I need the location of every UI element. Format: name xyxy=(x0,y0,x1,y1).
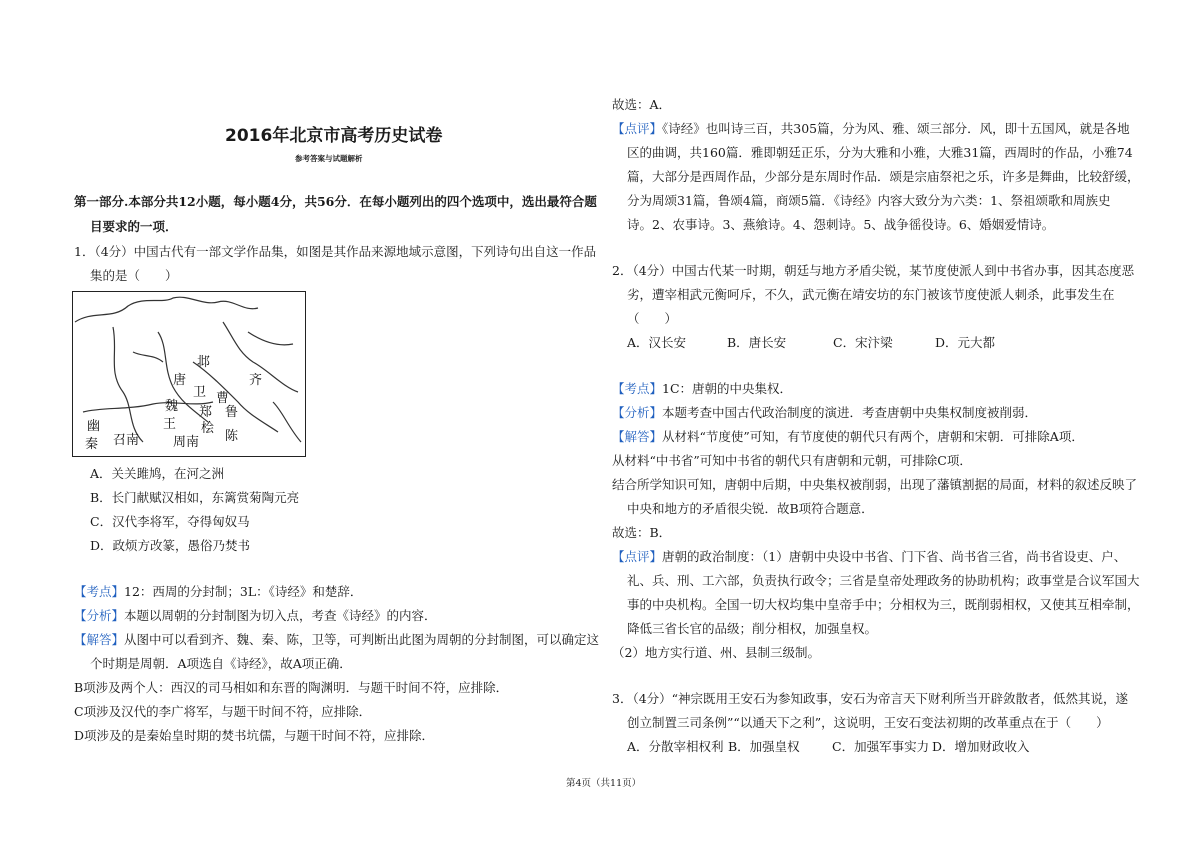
map-label-chen: 陈 xyxy=(225,429,239,444)
q1-option-b-analysis: B项涉及两个人：西汉的司马相如和东晋的陶渊明．与题干时间不符，应排除． xyxy=(74,680,509,695)
map-label-cao: 曹 xyxy=(216,391,230,406)
section-instruction-line2: 目要求的一项． xyxy=(90,219,178,234)
map-label-wei: 魏 xyxy=(165,399,179,414)
q1-jieda-line1 xyxy=(74,631,599,649)
map-label-you: 幽 xyxy=(87,419,101,434)
q1-jieda-text1: 从图中可以看到齐、魏、秦、陈，卫等，可判断出此图为周朝的分封制图，可以确定这 xyxy=(124,632,600,647)
q2-option-a: A．汉长安 xyxy=(627,335,687,350)
q2-dianping-line2: 礼、兵、刑、工六部，负责执行政令；三省是皇帝处理政务的协助机构；政事堂是合议军国大 xyxy=(627,573,1140,588)
kaodian-tag: 【考点】 xyxy=(74,584,125,599)
q2-dianping-line4: 降低三省长官的品级；削分相权，加强皇权。 xyxy=(627,621,878,636)
page-number-footer: 第4页（共11页） xyxy=(566,778,642,789)
q2-fenxi-text: 本题考查中国古代政治制度的演进．考查唐朝中央集权制度被削弱． xyxy=(662,405,1038,420)
map-label-kuai: 桧 xyxy=(201,421,215,436)
q2-jieda-line2: 从材料“中书省”可知中书省的朝代只有唐朝和元朝，可排除C项． xyxy=(612,453,972,468)
map-label-zheng: 郑 xyxy=(199,405,213,420)
q1-stem-line2: 集的是（ ） xyxy=(90,268,178,283)
q1-option-d-analysis: D项涉及的是秦始皇时期的焚书坑儒，与题干时间不符，应排除． xyxy=(74,728,435,743)
map-drawing xyxy=(73,292,305,456)
q2-kaodian-text: 1C：唐朝的中央集权． xyxy=(662,381,793,396)
q2-stem-line1: 2．（4分）中国古代某一时期，朝廷与地方矛盾尖锐，某节度使派人到中书省办事，因其态度恶 xyxy=(612,263,1135,278)
q2-option-d: D．元大都 xyxy=(935,335,996,350)
dianping-tag: 【点评】 xyxy=(612,549,663,564)
q3-option-a: A．分散宰相权利 xyxy=(627,739,724,754)
q2-jieda-text1: 从材料“节度使”可知，有节度使的朝代只有两个，唐朝和宋朝．可排除A项． xyxy=(662,429,1084,444)
jieda-tag: 【解答】 xyxy=(612,429,663,444)
q1-option-d: D．政烦方改篆，愚俗乃焚书 xyxy=(90,538,251,553)
q1-jieda-line2: 个时期是周朝．A项选自《诗经》，故A项正确． xyxy=(90,656,352,671)
q2-answer: 故选：B． xyxy=(612,525,672,540)
q1-dianping-line4: 分为周颂31篇，鲁颂4篇，商颂5篇．《诗经》内容大致分为六类：1、祭祖颂歌和周族史 xyxy=(627,193,1111,208)
q1-fenxi xyxy=(74,607,437,625)
q2-dianping-line3: 事的中央机构。全国一切大权均集中皇帝手中；分相权为三，既削弱相权，又使其互相牵制， xyxy=(627,597,1140,612)
q2-jieda-line4: 中央和地方的矛盾很尖锐．故B项符合题意． xyxy=(627,501,874,516)
fenxi-tag: 【分析】 xyxy=(612,405,663,420)
q1-option-a: A．关关雎鸠，在河之洲 xyxy=(90,466,225,481)
map-label-lu: 鲁 xyxy=(225,405,239,420)
q2-jieda-line3: 结合所学知识可知，唐朝中后期，中央集权被削弱，出现了藩镇割据的局面，材料的叙述反映了 xyxy=(612,477,1138,492)
q2-stem-line3: （ ） xyxy=(627,311,678,326)
jieda-tag: 【解答】 xyxy=(74,632,125,647)
q3-option-d: D．增加财政收入 xyxy=(932,739,1030,754)
map-label-qi: 齐 xyxy=(249,373,263,388)
q1-answer: 故选：A． xyxy=(612,97,672,112)
q3-option-c: C．加强军事实力 xyxy=(832,739,930,754)
q2-dianping-text1: 唐朝的政治制度：（1）唐朝中央设中书省、门下省、尚书省三省，尚书省设吏、户、 xyxy=(662,549,1127,564)
map-figure xyxy=(72,291,306,457)
q2-kaodian xyxy=(612,380,792,398)
q2-dianping-line5: （2）地方实行道、州、县制三级制。 xyxy=(612,645,820,660)
q2-jieda-line1 xyxy=(612,428,1084,446)
q1-option-c: C．汉代李将军，夺得匈奴马 xyxy=(90,514,250,529)
q2-dianping-line1 xyxy=(612,548,1126,566)
map-label-wang: 王 xyxy=(163,417,177,432)
page-subtitle: 参考答案与试题解析 xyxy=(295,154,363,163)
map-label-bei: 邶 xyxy=(197,355,211,370)
q2-stem-line2: 劣，遭宰相武元衡呵斥，不久，武元衡在靖安坊的东门被该节度使派人刺杀，此事发生在 xyxy=(627,287,1115,302)
q3-stem-line1: 3．（4分）“神宗既用王安石为参知政事，安石为帝言天下财利所当开辟敛散者，低然其说，遂 xyxy=(612,691,1129,706)
q1-dianping-line3: 篇，大部分是西周作品，少部分是东周时作品．颂是宗庙祭祀之乐，许多是舞曲，比较舒缓， xyxy=(627,169,1140,184)
q2-option-c: C．宋汴梁 xyxy=(833,335,893,350)
q1-dianping-text1: 《诗经》也叫诗三百，共305篇，分为风、雅、颂三部分．风，即十五国风，就是各地 xyxy=(662,121,1130,136)
map-label-zhounan: 周南 xyxy=(173,435,200,450)
q1-kaodian-text: 12：西周的分封制；3L：《诗经》和楚辞． xyxy=(124,584,363,599)
q3-option-b: B．加强皇权 xyxy=(728,739,800,754)
map-label-tang: 唐 xyxy=(173,373,187,388)
fenxi-tag: 【分析】 xyxy=(74,608,125,623)
page-title: 2016年北京市高考历史试卷 xyxy=(225,126,443,146)
section-instruction-line1: 第一部分.本部分共12小题，每小题4分，共56分．在每小题列出的四个选项中，选出最符合题 xyxy=(74,194,597,209)
q1-dianping-line2: 区的曲调，共160篇．雅即朝廷正乐，分为大雅和小雅，大雅31篇，西周时的作品，小雅74 xyxy=(627,145,1133,160)
dianping-tag: 【点评】 xyxy=(612,121,663,136)
q1-fenxi-text: 本题以周朝的分封制图为切入点，考查《诗经》的内容． xyxy=(124,608,437,623)
q1-option-c-analysis: C项涉及汉代的李广将军，与题干时间不符，应排除． xyxy=(74,704,372,719)
map-label-wei-state: 卫 xyxy=(193,385,207,400)
q2-fenxi xyxy=(612,404,1037,422)
map-label-qin: 秦 xyxy=(85,437,99,452)
map-label-shaonan: 召南 xyxy=(113,433,140,448)
kaodian-tag: 【考点】 xyxy=(612,381,663,396)
q2-option-b: B．唐长安 xyxy=(727,335,787,350)
q1-dianping-line1 xyxy=(612,120,1130,138)
q3-stem-line2: 创立制置三司条例”“以通天下之利”，这说明，王安石变法初期的改革重点在于（ ） xyxy=(627,715,1109,730)
q1-stem-line1: 1．（4分）中国古代有一部文学作品集，如图是其作品来源地域示意图，下列诗句出自这一作品 xyxy=(74,244,597,259)
q1-dianping-line5: 诗。2、农事诗。3、燕飨诗。4、怨刺诗。5、战争徭役诗。6、婚姻爱情诗。 xyxy=(627,217,1055,232)
q1-kaodian xyxy=(74,583,362,601)
q1-option-b: B．长门献赋汉相如，东篱赏菊陶元亮 xyxy=(90,490,300,505)
